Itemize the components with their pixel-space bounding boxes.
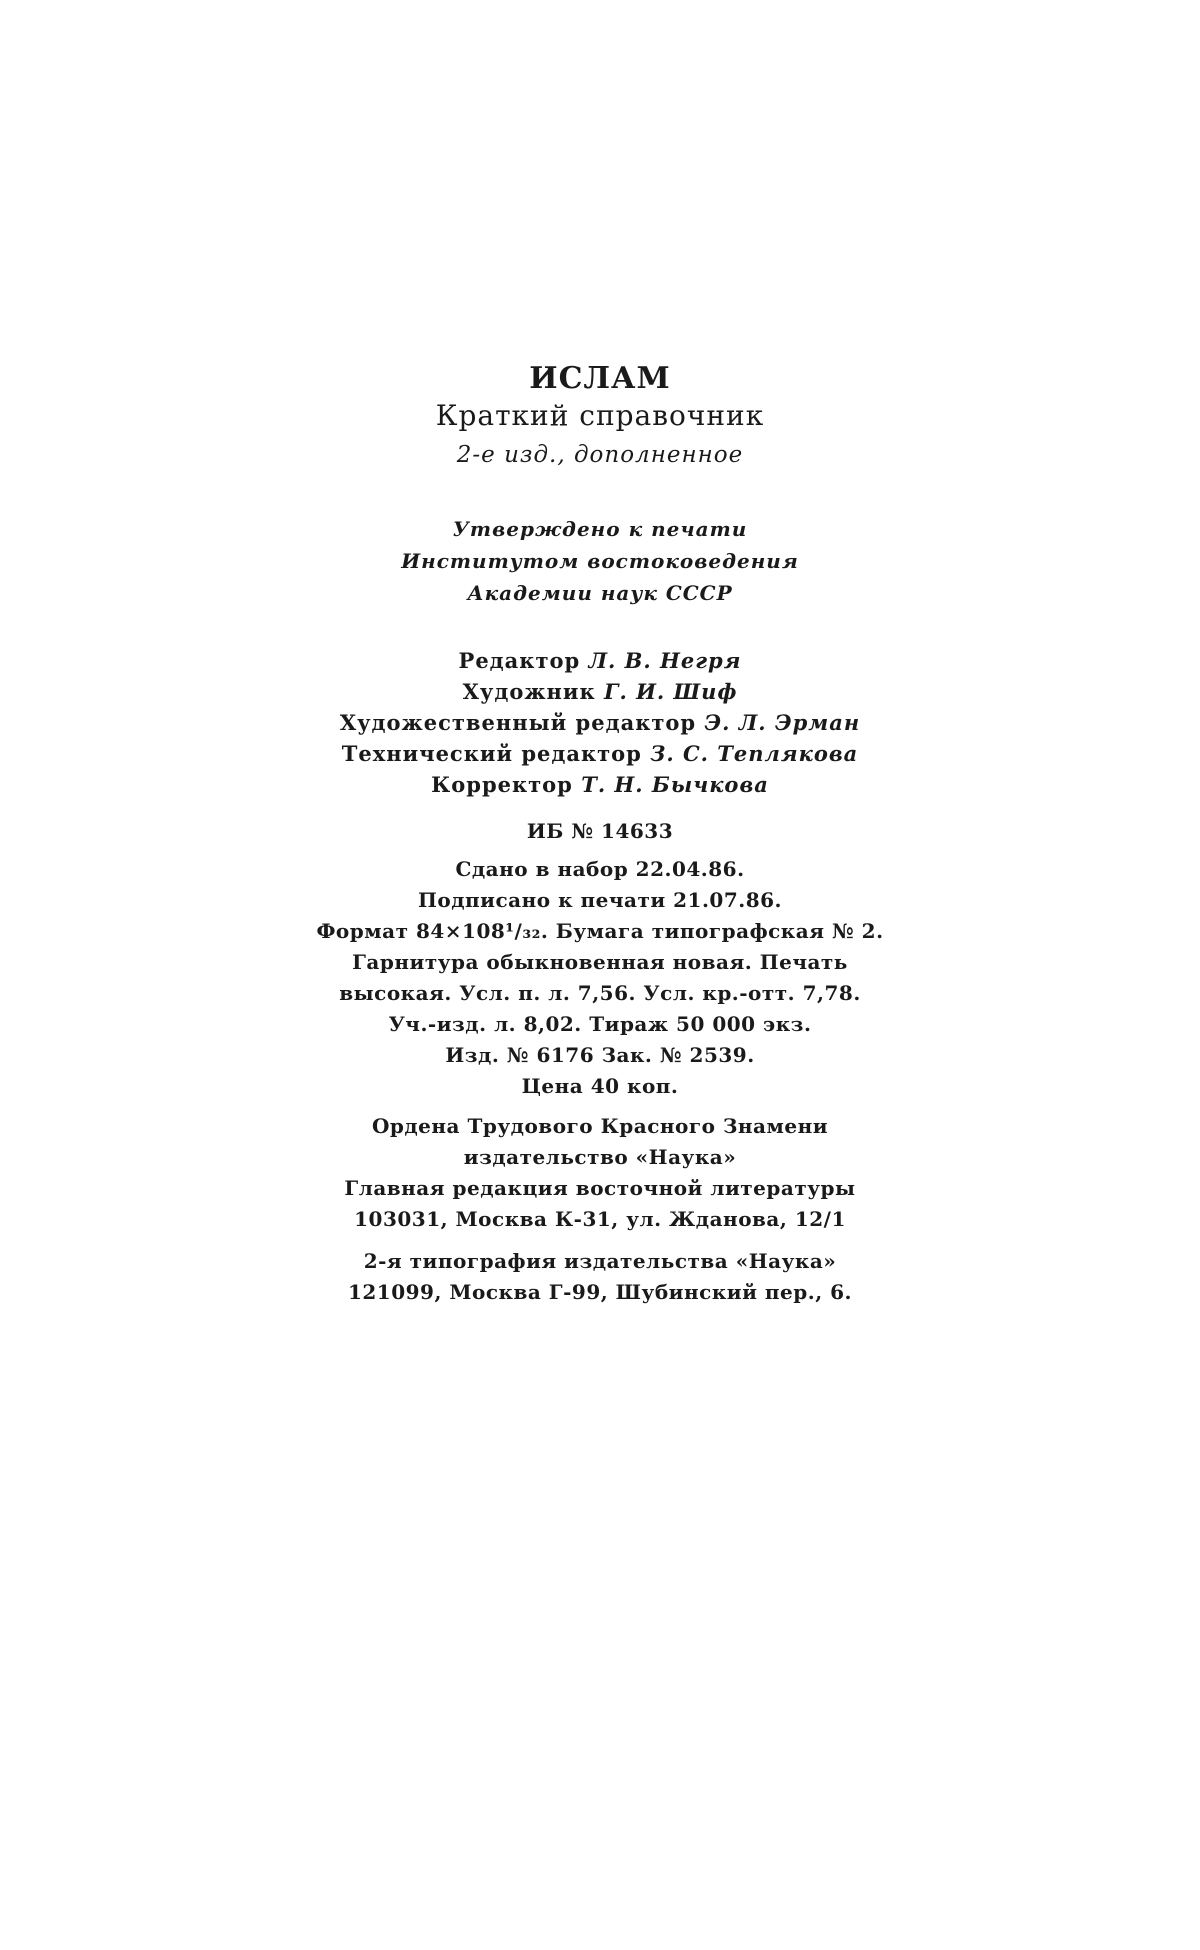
approval-line-1: Утверждено к печати bbox=[452, 517, 748, 541]
credit-person: Г. И. Шиф bbox=[603, 679, 738, 704]
publisher-line-2: издательство «Наука» bbox=[463, 1145, 737, 1169]
print-detail-line-8: Цена 40 коп. bbox=[521, 1074, 679, 1098]
publisher-line-1: Ордена Трудового Красного Знамени bbox=[371, 1114, 829, 1138]
credit-art-editor bbox=[0, 712, 1200, 733]
credit-tech-editor bbox=[0, 743, 1200, 764]
credit-person: Л. В. Негря bbox=[588, 648, 742, 673]
printer-line-2: 121099, Москва Г-99, Шубинский пер., 6. bbox=[347, 1280, 853, 1304]
credit-role: Художник bbox=[462, 679, 596, 704]
credit-person: Э. Л. Эрман bbox=[704, 710, 861, 735]
edition-note: 2-е изд., дополненное bbox=[456, 442, 744, 468]
printer-line-1: 2-я типография издательства «Наука» bbox=[363, 1249, 837, 1273]
credit-role: Редактор bbox=[458, 648, 581, 673]
approval-line-2: Институтом востоковедения bbox=[401, 549, 799, 573]
credit-artist bbox=[0, 681, 1200, 702]
credit-person: Т. Н. Бычкова bbox=[581, 772, 769, 797]
book-title: ИСЛАМ bbox=[529, 361, 671, 396]
print-detail-line-1: Сдано в набор 22.04.86. bbox=[455, 857, 745, 881]
credit-role: Корректор bbox=[431, 772, 573, 797]
approval-line-3: Академии наук СССР bbox=[467, 581, 733, 605]
credit-role: Технический редактор bbox=[341, 741, 642, 766]
ib-number: ИБ № 14633 bbox=[526, 819, 674, 843]
print-detail-line-5: высокая. Усл. п. л. 7,56. Усл. кр.-отт. 7,78. bbox=[339, 981, 861, 1005]
book-subtitle: Краткий справочник bbox=[435, 399, 765, 432]
publisher-line-4: 103031, Москва К-31, ул. Жданова, 12/1 bbox=[354, 1207, 846, 1231]
credit-person: З. С. Теплякова bbox=[650, 741, 859, 766]
print-detail-line-4: Гарнитура обыкновенная новая. Печать bbox=[352, 950, 848, 974]
print-detail-line-6: Уч.-изд. л. 8,02. Тираж 50 000 экз. bbox=[388, 1012, 812, 1036]
print-detail-line-3: Формат 84×108¹/₃₂. Бумага типографская № 2. bbox=[316, 919, 884, 943]
credit-role: Художественный редактор bbox=[339, 710, 697, 735]
publisher-line-3: Главная редакция восточной литературы bbox=[344, 1176, 856, 1200]
credit-editor bbox=[0, 650, 1200, 671]
credit-proofreader bbox=[0, 774, 1200, 795]
print-detail-line-2: Подписано к печати 21.07.86. bbox=[417, 888, 783, 912]
print-detail-line-7: Изд. № 6176 Зак. № 2539. bbox=[445, 1043, 755, 1067]
